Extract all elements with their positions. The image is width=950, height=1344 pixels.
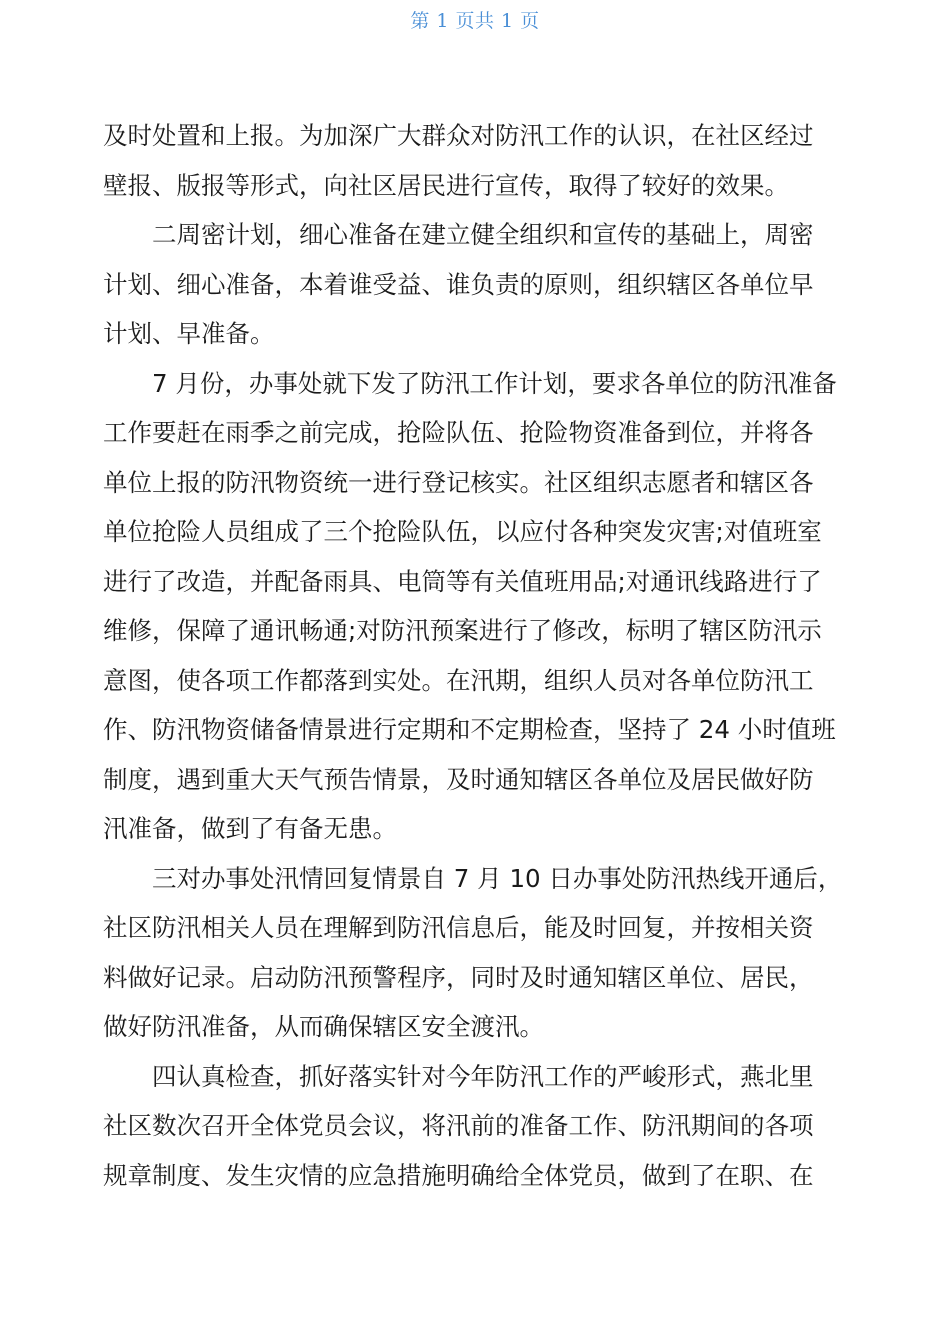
text-line: 制度，遇到重大天气预告情景，及时通知辖区各单位及居民做好防 [103,764,814,794]
text-line: 单位上报的防汛物资统一进行登记核实。社区组织志愿者和辖区各 [103,467,814,497]
text-line: 维修，保障了通讯畅通;对防汛预案进行了修改，标明了辖区防汛示 [103,616,822,645]
paragraph [103,854,848,1052]
text-line: 计划、细心准备，本着谁受益、谁负责的原则，组织辖区各单位早 [103,269,814,299]
paragraph [103,210,848,359]
text-line: 及时处置和上报。为加深广大群众对防汛工作的认识，在社区经过 [103,121,814,150]
text-line: 工作要赶在雨季之前完成，抢险队伍、抢险物资准备到位，并将各 [103,418,814,447]
page-indicator: 第 1 页共 1 页 [410,10,540,32]
paragraph [103,111,848,210]
text-line: 进行了改造，并配备雨具、电筒等有关值班用品;对通讯线路进行了 [103,566,822,596]
document-body [103,111,848,1200]
text-line: 规章制度、发生灾情的应急措施明确给全体党员，做到了在职、在 [103,1160,814,1190]
text-line: 二周密计划，细心准备在建立健全组织和宣传的基础上，周密 [103,220,814,249]
text-line: 汛准备，做到了有备无患。 [103,814,397,843]
text-line: 四认真检查，抓好落实针对今年防汛工作的严峻形式，燕北里 [103,1061,814,1091]
text-line: 社区数次召开全体党员会议，将汛前的准备工作、防汛期间的各项 [103,1111,814,1140]
paragraph [103,359,848,854]
text-line: 作、防汛物资储备情景进行定期和不定期检查，坚持了 24 小时值班 [103,715,836,744]
text-line: 社区防汛相关人员在理解到防汛信息后，能及时回复，并按相关资 [103,913,814,942]
text-line: 单位抢险人员组成了三个抢险队伍，以应付各种突发灾害;对值班室 [103,517,822,546]
text-line: 壁报、版报等形式，向社区居民进行宣传，取得了较好的效果。 [103,170,789,200]
paragraph [103,1052,848,1201]
text-line: 计划、早准备。 [103,319,275,348]
text-line: 料做好记录。启动防汛预警程序，同时及时通知辖区单位、居民， [103,962,814,992]
text-line: 7 月份，办事处就下发了防汛工作计划，要求各单位的防汛准备 [103,368,837,398]
text-line: 三对办事处汛情回复情景自 7 月 10 日办事处防汛热线开通后， [103,863,843,893]
text-line: 意图，使各项工作都落到实处。在汛期，组织人员对各单位防汛工 [103,665,814,695]
text-line: 做好防汛准备，从而确保辖区安全渡汛。 [103,1012,544,1041]
